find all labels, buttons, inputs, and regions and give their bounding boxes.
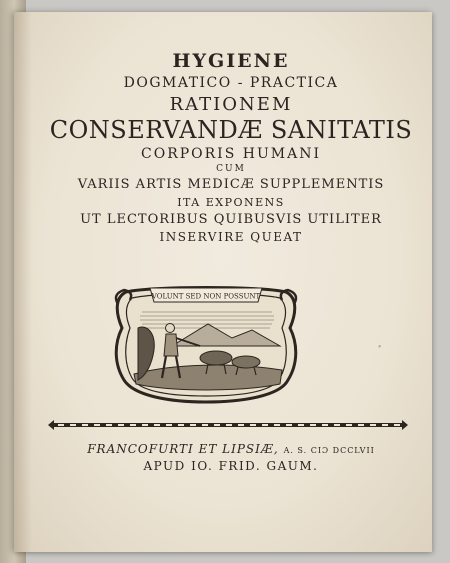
title-line-4: CONSERVANDÆ SANITATIS [49,115,413,144]
imprint-block [26,443,436,472]
motto-text: VOLUNT SED NON POSSUNT [151,292,261,301]
title-line-9: UT LECTORIBUS QUIBUSVIS UTILITER [80,212,382,228]
title-line-5: CORPORIS HUMANI [141,145,321,162]
title-line-2: DOGMATICO - PRACTICA [123,74,339,91]
imprint-place-line [26,443,436,456]
figure-head [166,324,175,333]
title-line-1: HYGIENE [172,50,290,72]
imprint-year: A. S. CIƆ DCCLVII [283,446,375,455]
figure-body [164,334,178,356]
title-block [26,52,436,243]
title-line-3: RATIONEM [169,93,293,115]
title-line-8: ITA EXPONENS [177,196,285,210]
imprint-printer: APUD IO. FRID. GAUM. [143,458,319,473]
title-line-6: CUM [216,164,246,175]
marginal-mark: ﾞ [378,346,383,357]
imprint-place: FRANCOFURTI ET LIPSIÆ, [87,442,279,456]
engraved-vignette [112,284,300,404]
title-line-10: INSERVIRE QUEAT [159,229,303,244]
animal-1 [200,351,232,365]
title-line-7: VARIIS ARTIS MEDICÆ SUPPLEMENTIS [77,176,385,192]
animal-2 [232,356,260,368]
ornamental-rule [48,418,408,432]
